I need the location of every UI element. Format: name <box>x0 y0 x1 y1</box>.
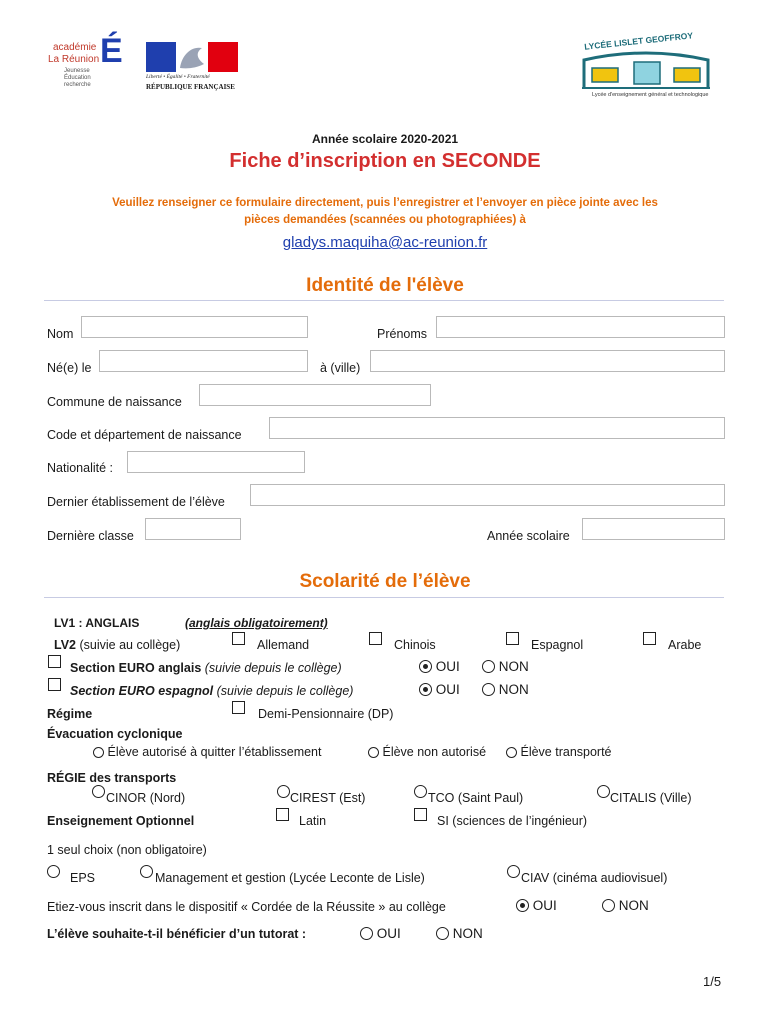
evac-option-transporte[interactable] <box>506 745 612 759</box>
cordee-non[interactable] <box>602 898 649 913</box>
evac-option-non-autorise[interactable] <box>368 745 486 759</box>
nationalite-field[interactable] <box>127 451 305 473</box>
option-si-wrap[interactable] <box>414 808 427 823</box>
academie-logo-sub3: recherche <box>64 82 91 88</box>
evac-non-autorise-label: Élève non autorisé <box>382 745 487 759</box>
academie-logo-line2: La Réunion <box>48 54 100 65</box>
choix-eps-radio-wrap[interactable] <box>47 865 60 879</box>
evac-autorise-label: Élève autorisé à quitter l’établissement <box>107 745 322 759</box>
commune-field[interactable] <box>199 384 431 406</box>
transport-tco-label: TCO (Saint Paul) <box>428 791 524 805</box>
evac-transporte-label: Élève transporté <box>520 745 612 759</box>
ville-field[interactable] <box>370 350 725 372</box>
evac-non-autorise-radio[interactable] <box>368 747 379 758</box>
seul-choix-label: 1 seul choix (non obligatoire) <box>47 843 207 857</box>
choix-eps-radio[interactable] <box>47 865 60 878</box>
espagnol-checkbox[interactable] <box>506 632 519 645</box>
euro-anglais-checkbox[interactable] <box>48 655 61 668</box>
tutorat-oui-label: OUI <box>376 926 401 941</box>
regime-dp-wrap[interactable] <box>232 701 245 716</box>
euro-espagnol-oui-radio[interactable] <box>419 683 432 696</box>
transport-cirest-radio-wrap[interactable] <box>277 785 290 799</box>
choix-management-radio[interactable] <box>140 865 153 878</box>
lv1-note: (anglais obligatoirement) <box>185 616 328 630</box>
instructions-line1: Veuillez renseigner ce formulaire directement, puis l’enregistrer et l’envoyer en pièce jointe avec les <box>112 197 658 209</box>
transport-cinor-radio[interactable] <box>92 785 105 798</box>
lv1-label: LV1 : ANGLAIS <box>54 616 140 630</box>
euro-espagnol-note: (suivie depuis le collège) <box>216 684 354 698</box>
republique-name: RÉPUBLIQUE FRANÇAISE <box>146 83 235 91</box>
tutorat-label: L’élève souhaite-t-il bénéficier d’un tutorat : <box>47 927 307 941</box>
cordee-non-label: NON <box>618 898 649 913</box>
instructions-line2: pièces demandées (scannées ou photographiées) à <box>244 214 526 226</box>
option-latin-wrap[interactable] <box>276 808 289 823</box>
transport-cinor-label: CINOR (Nord) <box>106 791 186 805</box>
cordee-oui[interactable] <box>516 898 557 913</box>
transport-citalis-label: CITALIS (Ville) <box>610 791 692 805</box>
euro-anglais-non-radio[interactable] <box>482 660 495 673</box>
tutorat-non-label: NON <box>452 926 483 941</box>
lv2-chinois-label: Chinois <box>394 638 436 652</box>
option-si-label: SI (sciences de l’ingénieur) <box>437 814 588 828</box>
option-si-checkbox[interactable] <box>414 808 427 821</box>
lycee-logo-name: LYCÉE LISLET GEOFFROY <box>583 30 694 52</box>
nom-label: Nom <box>47 327 74 341</box>
regie-label: RÉGIE des transports <box>47 771 177 785</box>
choix-ciav-label: CIAV (cinéma audiovisuel) <box>521 871 668 885</box>
euro-anglais-note: (suivie depuis le collège) <box>204 661 342 675</box>
euro-anglais-non-label: NON <box>498 659 529 674</box>
lv2-espagnol[interactable] <box>506 632 519 647</box>
euro-espagnol-checkbox-wrap[interactable] <box>48 678 61 693</box>
lv2-arabe[interactable] <box>643 632 656 647</box>
euro-anglais-oui-radio[interactable] <box>419 660 432 673</box>
derniere-classe-label: Dernière classe <box>47 529 134 543</box>
scolarite-divider <box>44 597 724 598</box>
arabe-checkbox[interactable] <box>643 632 656 645</box>
tutorat-non[interactable] <box>436 926 483 941</box>
email-link[interactable]: gladys.maquiha@ac-reunion.fr <box>282 234 488 251</box>
lv2-label: LV2 <box>54 638 76 652</box>
tutorat-oui[interactable] <box>360 926 401 941</box>
republique-motto: Liberté • Égalité • Fraternité <box>146 74 210 80</box>
euro-anglais-label: Section EURO anglais <box>70 661 202 675</box>
evac-transporte-radio[interactable] <box>506 747 517 758</box>
euro-espagnol-non[interactable] <box>482 682 529 697</box>
evac-autorise-radio[interactable] <box>93 747 104 758</box>
evac-option-autorise[interactable] <box>93 745 322 759</box>
scolarite-title: Scolarité de l’élève <box>299 571 471 592</box>
school-year: Année scolaire 2020-2021 <box>311 132 459 146</box>
transport-citalis-radio[interactable] <box>597 785 610 798</box>
option-latin-label: Latin <box>299 814 327 828</box>
derniere-classe-field[interactable] <box>145 518 241 540</box>
annee-scolaire-label: Année scolaire <box>487 529 570 543</box>
code-dept-label: Code et département de naissance <box>47 428 242 442</box>
code-dept-field[interactable] <box>269 417 725 439</box>
lv2-note: (suivie au collège) <box>79 638 181 652</box>
ville-label: à (ville) <box>320 361 361 375</box>
page-title: Fiche d’inscription en SECONDE <box>229 150 541 172</box>
euro-anglais-non[interactable] <box>482 659 529 674</box>
lycee-logo <box>578 30 714 102</box>
transport-cirest-label: CIREST (Est) <box>290 791 366 805</box>
annee-scolaire-field[interactable] <box>582 518 725 540</box>
euro-espagnol-row <box>70 684 353 698</box>
euro-espagnol-non-radio[interactable] <box>482 683 495 696</box>
marianne-icon <box>146 42 238 72</box>
euro-anglais-oui-label: OUI <box>435 659 460 674</box>
euro-espagnol-non-label: NON <box>498 682 529 697</box>
choix-ciav-radio[interactable] <box>507 865 520 878</box>
allemand-checkbox[interactable] <box>232 632 245 645</box>
transport-tco-radio[interactable] <box>414 785 427 798</box>
euro-espagnol-oui-label: OUI <box>435 682 460 697</box>
option-label: Enseignement Optionnel <box>47 814 195 828</box>
euro-espagnol-oui[interactable] <box>419 682 460 697</box>
lv2-allemand-label: Allemand <box>257 638 310 652</box>
dernier-etab-field[interactable] <box>250 484 725 506</box>
lv2-arabe-label: Arabe <box>668 638 702 652</box>
lycee-building-icon <box>578 50 714 90</box>
transport-tco-radio-wrap[interactable] <box>414 785 427 799</box>
tutorat-non-radio[interactable] <box>436 927 449 940</box>
option-latin-checkbox[interactable] <box>276 808 289 821</box>
academie-logo-sub1: Jeunesse <box>64 68 90 74</box>
chinois-checkbox[interactable] <box>369 632 382 645</box>
euro-anglais-oui[interactable] <box>419 659 460 674</box>
academie-logo <box>48 34 134 96</box>
regime-dp-label: Demi-Pensionnaire (DP) <box>258 707 394 721</box>
cordee-oui-label: OUI <box>532 898 557 913</box>
evacuation-label: Évacuation cyclonique <box>47 727 183 741</box>
lycee-logo-sub: Lycée d'enseignement général et technologique <box>592 92 709 98</box>
choix-management-label: Management et gestion (Lycée Leconte de Lisle) <box>155 871 425 885</box>
prenoms-field[interactable] <box>436 316 725 338</box>
dernier-etab-label: Dernier établissement de l’élève <box>47 495 225 509</box>
lv2-allemand[interactable] <box>232 632 245 647</box>
commune-label: Commune de naissance <box>47 395 182 409</box>
republique-logo <box>146 42 238 96</box>
regime-label: Régime <box>47 707 93 721</box>
transport-citalis-radio-wrap[interactable] <box>597 785 610 799</box>
choix-management-radio-wrap[interactable] <box>140 865 153 879</box>
birthdate-field[interactable] <box>99 350 308 372</box>
transport-cirest-radio[interactable] <box>277 785 290 798</box>
page-number: 1/5 <box>703 974 722 989</box>
academie-logo-line1: académie <box>53 42 97 53</box>
nom-field[interactable] <box>81 316 308 338</box>
euro-anglais-checkbox-wrap[interactable] <box>48 655 61 670</box>
lv2-chinois[interactable] <box>369 632 382 647</box>
tutorat-oui-radio[interactable] <box>360 927 373 940</box>
transport-cinor-radio-wrap[interactable] <box>92 785 105 799</box>
lv2-row <box>54 638 180 652</box>
nationalite-label: Nationalité : <box>47 461 114 475</box>
ne-le-label: Né(e) le <box>47 361 92 375</box>
cordee-non-radio[interactable] <box>602 899 615 912</box>
choix-eps-label: EPS <box>70 871 96 885</box>
regime-dp-checkbox[interactable] <box>232 701 245 714</box>
identite-title: Identité de l'élève <box>306 275 464 296</box>
lv2-espagnol-label: Espagnol <box>531 638 584 652</box>
prenoms-label: Prénoms <box>377 327 428 341</box>
euro-espagnol-label: Section EURO espagnol <box>70 684 214 698</box>
academie-logo-sub2: Éducation <box>64 75 91 81</box>
academie-logo-letter: É <box>100 32 123 70</box>
euro-espagnol-checkbox[interactable] <box>48 678 61 691</box>
cordee-oui-radio[interactable] <box>516 899 529 912</box>
euro-anglais-row <box>70 661 342 675</box>
identite-divider <box>44 300 724 301</box>
cordee-label: Etiez-vous inscrit dans le dispositif « Cordée de la Réussite » au collège <box>47 900 446 914</box>
choix-ciav-radio-wrap[interactable] <box>507 865 520 879</box>
